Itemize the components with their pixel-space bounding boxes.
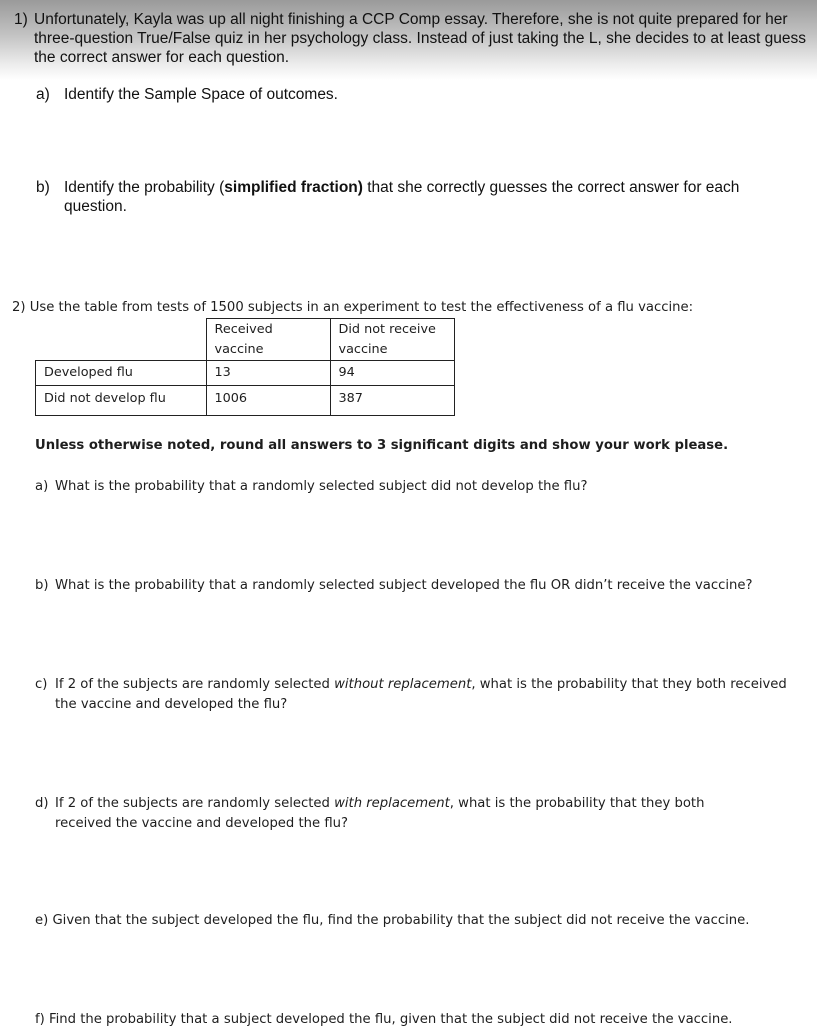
text-segment: If 2 of the subjects are randomly selected (55, 796, 335, 811)
text-segment: , what is the probability that they both received the vaccine and developed the flu? (55, 796, 705, 831)
question-1-part-b (36, 178, 796, 216)
question-2-part-c (35, 675, 800, 715)
instructions: Unless otherwise noted, round all answers to 3 significant digits and show your work please. (35, 438, 729, 453)
bold-text: simplified fraction) (224, 179, 363, 196)
cell-value: 387 (330, 386, 454, 416)
text-segment: that she correctly guesses the correct answer for each question. (64, 179, 740, 215)
row-label: Developed flu (36, 361, 207, 386)
italic-text: with replacement (334, 796, 450, 811)
part-text: What is the probability that a randomly selected subject did not develop the flu? (55, 479, 588, 494)
header-line: Received (214, 322, 273, 337)
table-corner (36, 319, 207, 361)
header-line: Did not receive (338, 322, 436, 337)
question-2-part-f (35, 1010, 805, 1030)
question-2-intro: 2) Use the table from tests of 1500 subjects in an experiment to test the effectiveness of a flu vaccine: (12, 300, 694, 315)
cell-value: 1006 (206, 386, 330, 416)
part-text: f) Find the probability that a subject developed the flu, given that the subject did not receive the vaccine. (35, 1012, 733, 1027)
text-segment: If 2 of the subjects are randomly selected (55, 677, 335, 692)
part-label: a) (35, 479, 49, 494)
part-label: a) (36, 86, 50, 103)
part-text (55, 794, 755, 834)
row-label: Did not develop flu (36, 386, 207, 416)
cell-value: 94 (330, 361, 454, 386)
question-2-part-e (35, 911, 805, 931)
question-2-part-d (35, 794, 755, 834)
part-text: What is the probability that a randomly selected subject developed the flu OR didn’t receive the vaccine? (55, 578, 753, 593)
part-label: b) (36, 179, 50, 196)
part-label: c) (35, 677, 48, 692)
part-label: b) (35, 578, 49, 593)
part-label: d) (35, 796, 49, 811)
header-did-not-receive-vaccine (330, 319, 454, 361)
question-2-part-b (35, 576, 805, 596)
question-2-part-a (35, 477, 805, 497)
header-line: vaccine (338, 342, 388, 357)
question-text: Unfortunately, Kayla was up all night finishing a CCP Comp essay. Therefore, she is not quite prepared for her three-question True/False quiz in her psychology class. Instead of just taking the L, she decides to at least guess the correct answer for each question. (34, 11, 806, 66)
table-row (36, 386, 455, 416)
italic-text: without replacement (334, 677, 472, 692)
part-text: e) Given that the subject developed the flu, find the probability that the subject did not receive the vaccine. (35, 913, 750, 928)
question-1-part-a (36, 85, 796, 104)
flu-vaccine-table (35, 318, 455, 416)
table-row (36, 361, 455, 386)
header-line: vaccine (214, 342, 264, 357)
cell-value: 13 (206, 361, 330, 386)
text-segment: Identify the probability ( (64, 179, 225, 196)
part-text (64, 178, 796, 216)
header-received-vaccine (206, 319, 330, 361)
text-segment: , what is the probability that they both received the vaccine and developed the flu? (55, 677, 787, 712)
part-text (55, 675, 800, 715)
part-text: Identify the Sample Space of outcomes. (64, 86, 338, 103)
question-1-stem (14, 10, 809, 67)
question-number: 1) (14, 11, 28, 28)
